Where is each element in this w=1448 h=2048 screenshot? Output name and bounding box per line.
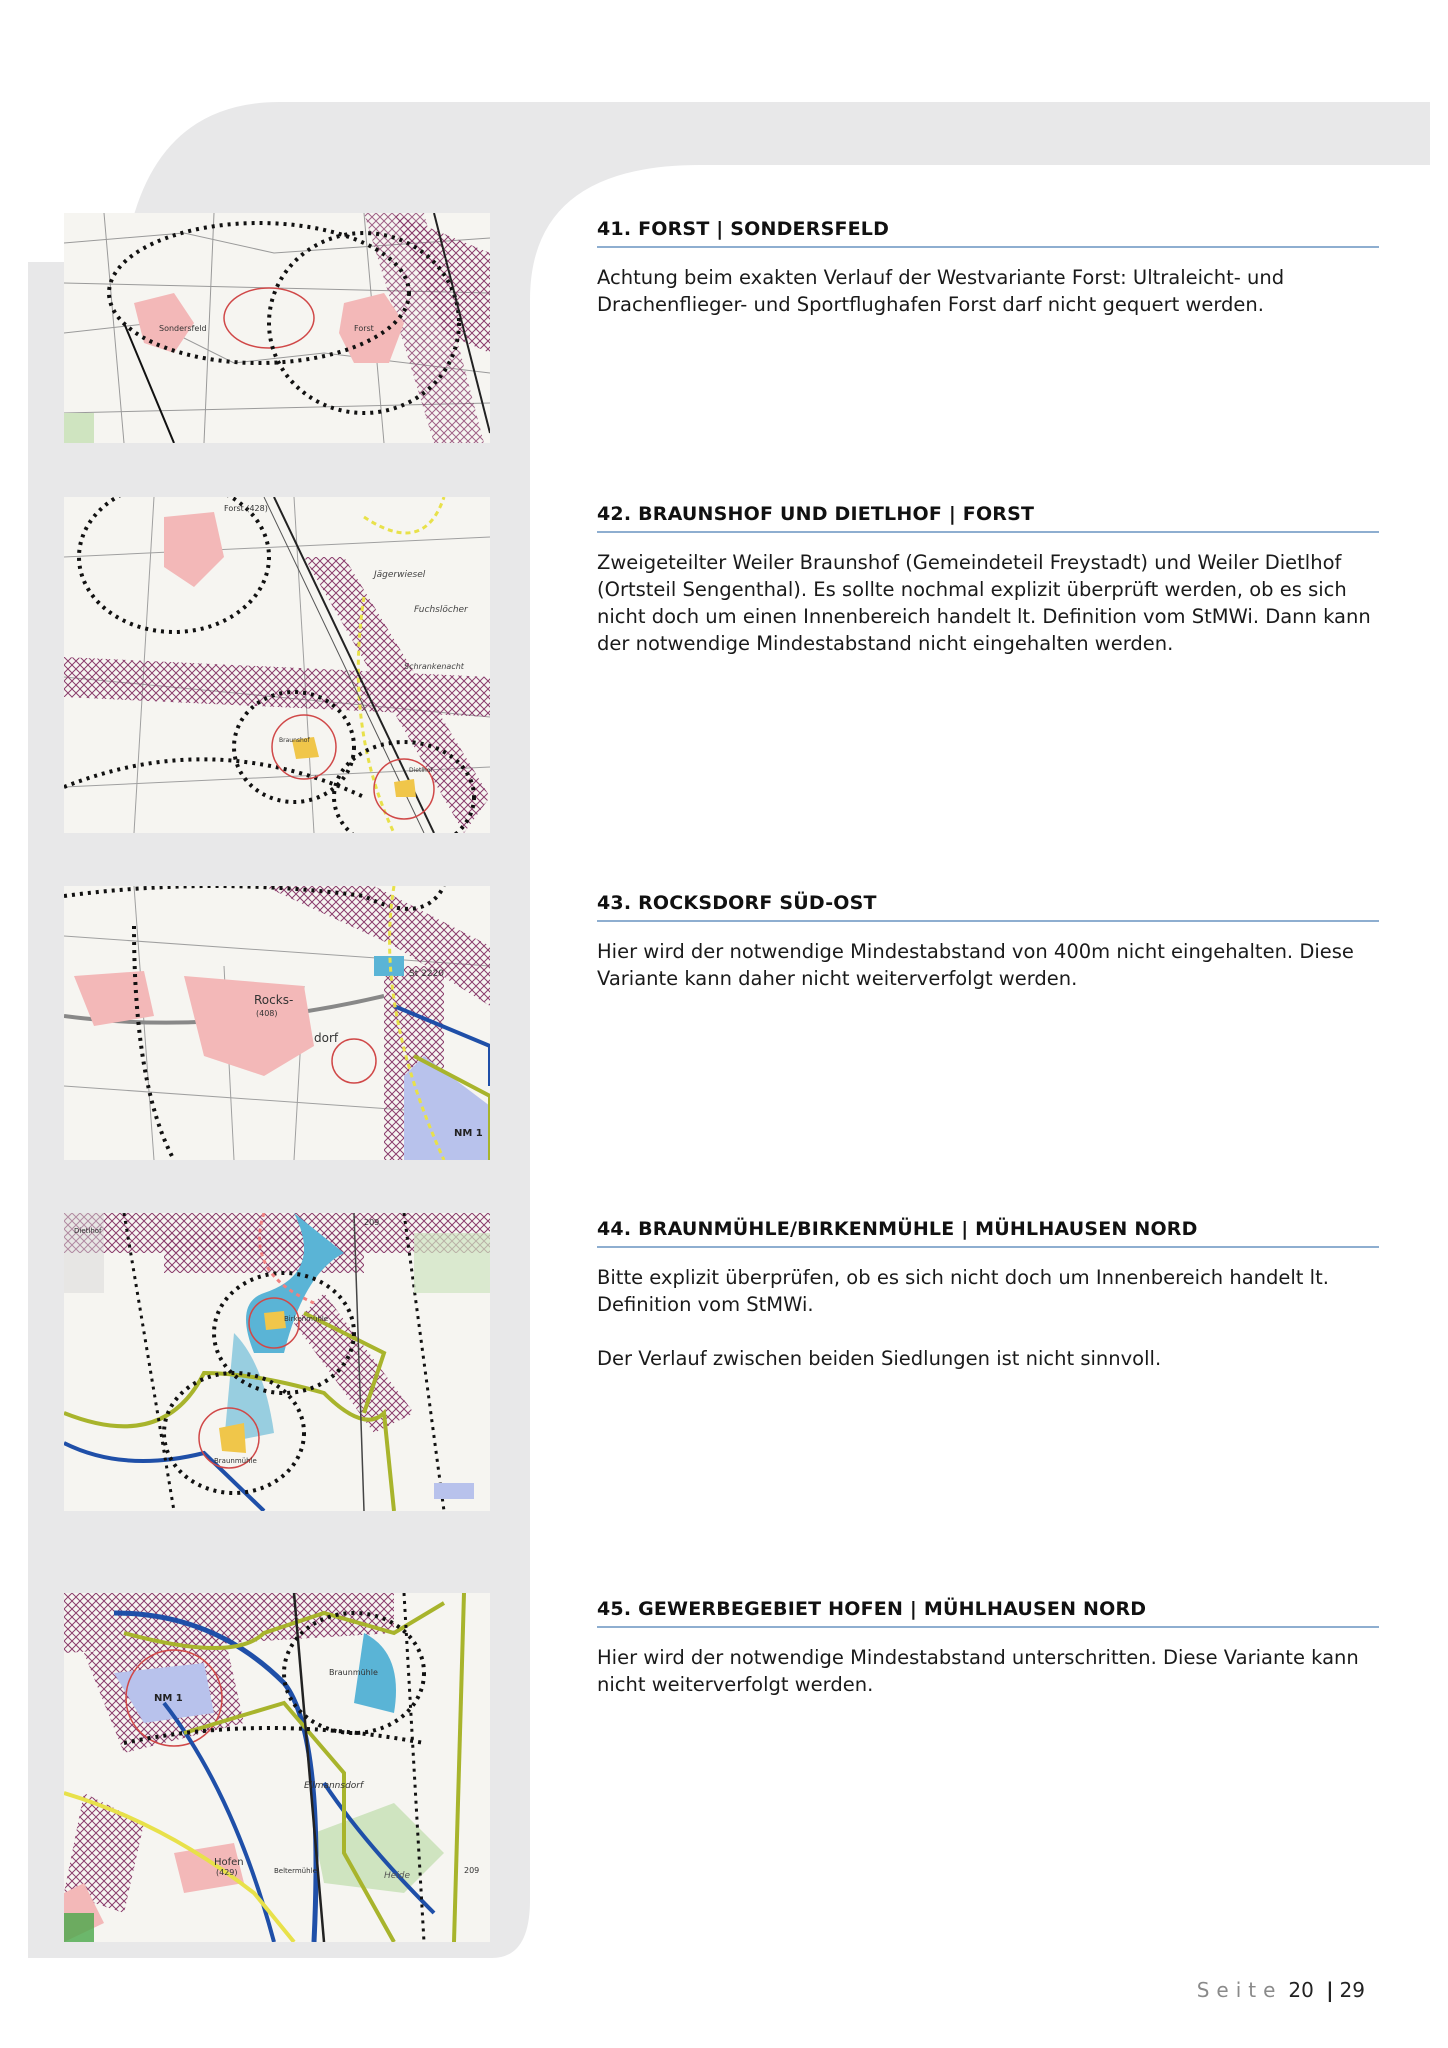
map-label-road: 209 bbox=[364, 1218, 380, 1227]
map-label-heide: Heide bbox=[384, 1871, 411, 1881]
map-label-nm1: NM 1 bbox=[154, 1693, 183, 1704]
map-label-schrankenacht: Schrankenacht bbox=[404, 662, 464, 671]
entry-paragraph: Bitte explizit überprüfen, ob es sich nicht doch um Innenbereich handelt lt. Definition vom StMWi. bbox=[597, 1266, 1329, 1316]
entry-body-45 bbox=[597, 1644, 1379, 1725]
map-label-hofen-elevation: (429) bbox=[216, 1868, 238, 1877]
entry-paragraph: Hier wird der notwendige Mindestabstand unterschritten. Diese Variante kann nicht weiterverfolgt werden. bbox=[597, 1646, 1359, 1696]
page-total: 29 bbox=[1339, 1978, 1365, 2002]
map-label-ellmannsdorf: Ellmannsdorf bbox=[304, 1781, 364, 1791]
map-label-rocks: Rocks- bbox=[254, 993, 294, 1007]
entry-title-43: 43. ROCKSDORF SÜD-OST bbox=[597, 892, 1379, 922]
map-braunmuehle-birkenmuehle bbox=[64, 1213, 490, 1511]
map-label-road: 209 bbox=[464, 1866, 480, 1875]
map-rocksdorf bbox=[64, 886, 490, 1160]
map-braunshof-dietlhof bbox=[64, 497, 490, 833]
entry-paragraph: Zweigeteilter Weiler Braunshof (Gemeindeteil Freystadt) und Weiler Dietlhof (Ortsteil Sengenthal). Es sollte nochmal explizit überprüft werden, ob es sich nicht doch um einen Innenbereich handelt lt. Definition vom StMWi. Dann kann der notwendige Mindestabstand nicht eingehalten werden. bbox=[597, 551, 1371, 655]
map-label-sondersfeld: Sondersfeld bbox=[159, 324, 207, 333]
map-label-dietlhof: Dietlhof bbox=[74, 1227, 102, 1235]
map-label-braunmuehle: Braunmühle bbox=[329, 1668, 378, 1677]
map-label-forst: Forst bbox=[354, 324, 374, 333]
map-forst-sondersfeld bbox=[64, 213, 490, 443]
map-label-elevation: (408) bbox=[256, 1009, 278, 1018]
entry-body-42 bbox=[597, 549, 1379, 684]
map-label-braunshof: Braunshof bbox=[279, 737, 310, 744]
entry-paragraph: Achtung beim exakten Verlauf der Westvariante Forst: Ultraleicht- und Drachenflieger- und Sportflughafen Forst darf nicht gequert werden. bbox=[597, 266, 1285, 316]
map-label-dorf: dorf bbox=[314, 1031, 339, 1045]
entry-title-45: 45. GEWERBEGEBIET HOFEN | MÜHLHAUSEN NORD bbox=[597, 1598, 1379, 1628]
map-label-hofen: Hofen bbox=[214, 1857, 244, 1868]
entry-title-41: 41. FORST | SONDERSFELD bbox=[597, 218, 1379, 248]
map-label-dietlhof: Dietlhof bbox=[409, 767, 433, 774]
page-number: 20 bbox=[1288, 1978, 1314, 2002]
entry-title-42: 42. BRAUNSHOF UND DIETLHOF | FORST bbox=[597, 503, 1379, 533]
entry-paragraph: Der Verlauf zwischen beiden Siedlungen ist nicht sinnvoll. bbox=[597, 1347, 1162, 1370]
page-separator: | bbox=[1326, 1978, 1334, 2002]
entry-paragraph: Hier wird der notwendige Mindestabstand von 400m nicht eingehalten. Diese Variante kann daher nicht weiterverfolgt werden. bbox=[597, 940, 1354, 990]
footer-label: Seite bbox=[1196, 1978, 1283, 2002]
entry-body-43 bbox=[597, 938, 1379, 1019]
entry-body-41 bbox=[597, 264, 1379, 345]
map-gewerbegebiet-hofen bbox=[64, 1593, 490, 1942]
entry-body-44 bbox=[597, 1264, 1379, 1399]
entry-title-44: 44. BRAUNMÜHLE/BIRKENMÜHLE | MÜHLHAUSEN NORD bbox=[597, 1218, 1379, 1248]
map-label-nm1: NM 1 bbox=[454, 1128, 483, 1139]
map-label-braunmuehle: Braunmühle bbox=[214, 1457, 257, 1465]
page-footer bbox=[1197, 1978, 1365, 2002]
map-label-fuchsloecher: Fuchslöcher bbox=[414, 605, 468, 615]
map-label-jaegerwiesel: Jägerwiesel bbox=[374, 570, 426, 580]
map-label-beltermuehle: Beltermühle bbox=[274, 1867, 317, 1875]
map-label-road: St 2220 bbox=[409, 969, 445, 979]
map-label-birkenmuehle: Birkenmühle bbox=[284, 1315, 329, 1323]
map-label-forst: Forst (428) bbox=[224, 504, 268, 513]
